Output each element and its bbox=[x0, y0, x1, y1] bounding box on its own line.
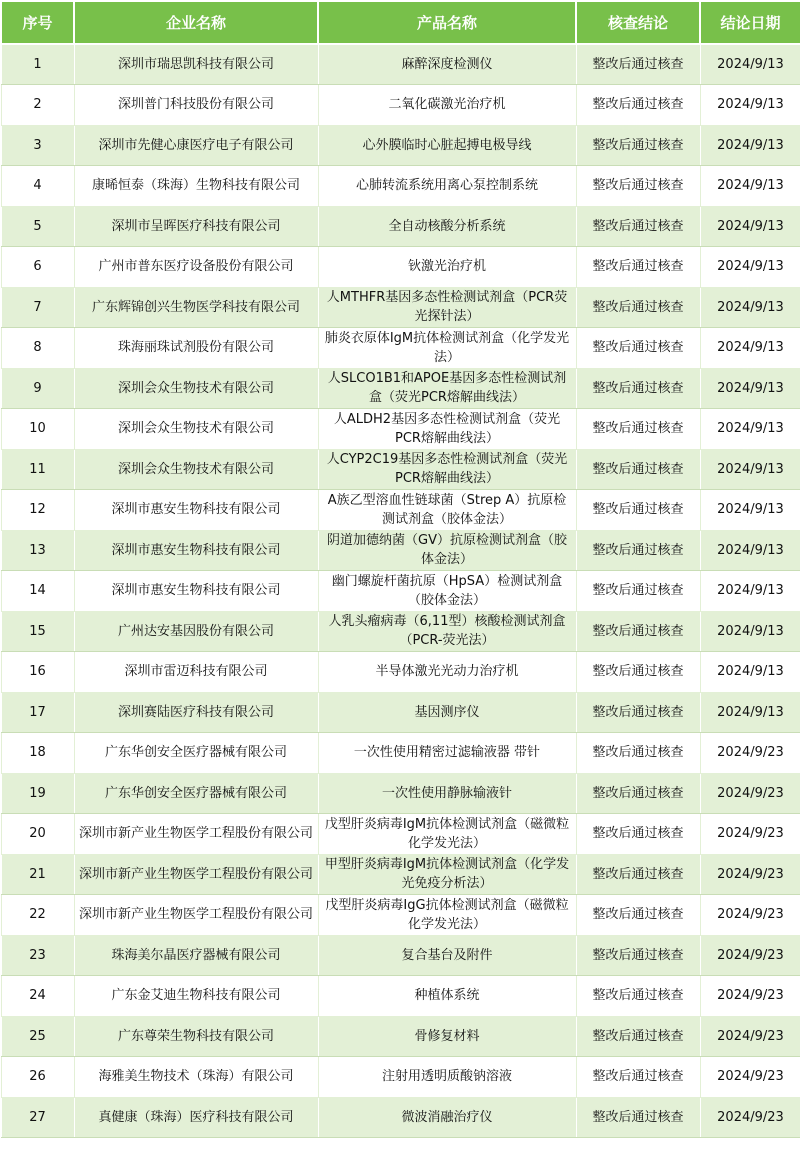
cell-date: 2024/9/13 bbox=[700, 287, 800, 328]
table-row bbox=[1, 125, 800, 166]
cell-company: 深圳市惠安生物科技有限公司 bbox=[74, 571, 318, 612]
cell-product: 人SLCO1B1和APOE基因多态性检测试剂盒（荧光PCR熔解曲线法） bbox=[318, 368, 576, 409]
cell-product: 心肺转流系统用离心泵控制系统 bbox=[318, 166, 576, 207]
table-body bbox=[1, 44, 800, 1138]
cell-company: 海雅美生物技术（珠海）有限公司 bbox=[74, 1057, 318, 1098]
cell-conclusion: 整改后通过核查 bbox=[576, 692, 700, 733]
cell-company: 深圳市惠安生物科技有限公司 bbox=[74, 490, 318, 531]
table-row bbox=[1, 44, 800, 85]
cell-conclusion: 整改后通过核查 bbox=[576, 206, 700, 247]
table-row bbox=[1, 571, 800, 612]
table-row bbox=[1, 530, 800, 571]
cell-serial: 3 bbox=[1, 125, 74, 166]
cell-serial: 24 bbox=[1, 976, 74, 1017]
cell-date: 2024/9/23 bbox=[700, 976, 800, 1017]
cell-product: 心外膜临时心脏起搏电极导线 bbox=[318, 125, 576, 166]
cell-conclusion: 整改后通过核查 bbox=[576, 652, 700, 693]
cell-company: 深圳市先健心康医疗电子有限公司 bbox=[74, 125, 318, 166]
table-row bbox=[1, 773, 800, 814]
cell-serial: 20 bbox=[1, 814, 74, 855]
cell-product: 半导体激光光动力治疗机 bbox=[318, 652, 576, 693]
cell-conclusion: 整改后通过核查 bbox=[576, 247, 700, 288]
cell-date: 2024/9/13 bbox=[700, 449, 800, 490]
cell-date: 2024/9/13 bbox=[700, 530, 800, 571]
cell-company: 深圳会众生物技术有限公司 bbox=[74, 409, 318, 450]
cell-conclusion: 整改后通过核查 bbox=[576, 854, 700, 895]
cell-serial: 9 bbox=[1, 368, 74, 409]
table-row bbox=[1, 814, 800, 855]
cell-conclusion: 整改后通过核查 bbox=[576, 166, 700, 207]
cell-serial: 15 bbox=[1, 611, 74, 652]
cell-company: 广东金艾迪生物科技有限公司 bbox=[74, 976, 318, 1017]
table-row bbox=[1, 733, 800, 774]
cell-company: 珠海美尔晶医疗器械有限公司 bbox=[74, 935, 318, 976]
cell-product: 戊型肝炎病毒IgG抗体检测试剂盒（磁微粒化学发光法） bbox=[318, 895, 576, 936]
cell-serial: 27 bbox=[1, 1097, 74, 1138]
cell-product: 二氧化碳激光治疗机 bbox=[318, 85, 576, 126]
cell-date: 2024/9/23 bbox=[700, 814, 800, 855]
table-row bbox=[1, 368, 800, 409]
cell-date: 2024/9/13 bbox=[700, 692, 800, 733]
table-row bbox=[1, 611, 800, 652]
cell-conclusion: 整改后通过核查 bbox=[576, 409, 700, 450]
cell-date: 2024/9/13 bbox=[700, 125, 800, 166]
cell-date: 2024/9/13 bbox=[700, 490, 800, 531]
cell-company: 深圳市新产业生物医学工程股份有限公司 bbox=[74, 895, 318, 936]
cell-serial: 6 bbox=[1, 247, 74, 288]
cell-serial: 8 bbox=[1, 328, 74, 369]
cell-conclusion: 整改后通过核查 bbox=[576, 814, 700, 855]
cell-product: 基因测序仪 bbox=[318, 692, 576, 733]
cell-conclusion: 整改后通过核查 bbox=[576, 368, 700, 409]
cell-date: 2024/9/13 bbox=[700, 652, 800, 693]
cell-serial: 23 bbox=[1, 935, 74, 976]
cell-company: 深圳市惠安生物科技有限公司 bbox=[74, 530, 318, 571]
cell-serial: 16 bbox=[1, 652, 74, 693]
cell-serial: 21 bbox=[1, 854, 74, 895]
cell-serial: 17 bbox=[1, 692, 74, 733]
cell-conclusion: 整改后通过核查 bbox=[576, 895, 700, 936]
cell-conclusion: 整改后通过核查 bbox=[576, 976, 700, 1017]
cell-product: 戊型肝炎病毒IgM抗体检测试剂盒（磁微粒化学发光法） bbox=[318, 814, 576, 855]
table-row bbox=[1, 652, 800, 693]
table-row bbox=[1, 449, 800, 490]
cell-date: 2024/9/13 bbox=[700, 44, 800, 85]
header-serial: 序号 bbox=[1, 1, 74, 44]
cell-product: 阴道加德纳菌（GV）抗原检测试剂盒（胶体金法） bbox=[318, 530, 576, 571]
cell-product: 一次性使用精密过滤输液器 带针 bbox=[318, 733, 576, 774]
cell-date: 2024/9/13 bbox=[700, 328, 800, 369]
cell-date: 2024/9/23 bbox=[700, 1057, 800, 1098]
cell-serial: 18 bbox=[1, 733, 74, 774]
cell-company: 真健康（珠海）医疗科技有限公司 bbox=[74, 1097, 318, 1138]
cell-company: 深圳赛陆医疗科技有限公司 bbox=[74, 692, 318, 733]
cell-company: 康晞恒泰（珠海）生物科技有限公司 bbox=[74, 166, 318, 207]
cell-conclusion: 整改后通过核查 bbox=[576, 449, 700, 490]
cell-date: 2024/9/13 bbox=[700, 247, 800, 288]
header-row bbox=[1, 1, 800, 44]
cell-conclusion: 整改后通过核查 bbox=[576, 85, 700, 126]
cell-company: 广州达安基因股份有限公司 bbox=[74, 611, 318, 652]
cell-date: 2024/9/23 bbox=[700, 854, 800, 895]
cell-conclusion: 整改后通过核查 bbox=[576, 611, 700, 652]
cell-serial: 25 bbox=[1, 1016, 74, 1057]
table-row bbox=[1, 166, 800, 207]
cell-conclusion: 整改后通过核查 bbox=[576, 571, 700, 612]
cell-company: 广东华创安全医疗器械有限公司 bbox=[74, 733, 318, 774]
table-row bbox=[1, 247, 800, 288]
cell-serial: 12 bbox=[1, 490, 74, 531]
cell-serial: 19 bbox=[1, 773, 74, 814]
cell-date: 2024/9/23 bbox=[700, 935, 800, 976]
cell-company: 广东华创安全医疗器械有限公司 bbox=[74, 773, 318, 814]
cell-conclusion: 整改后通过核查 bbox=[576, 733, 700, 774]
table-row bbox=[1, 1057, 800, 1098]
cell-product: 钬激光治疗机 bbox=[318, 247, 576, 288]
cell-conclusion: 整改后通过核查 bbox=[576, 1097, 700, 1138]
cell-company: 广东辉锦创兴生物医学科技有限公司 bbox=[74, 287, 318, 328]
cell-date: 2024/9/13 bbox=[700, 85, 800, 126]
table-row bbox=[1, 854, 800, 895]
cell-date: 2024/9/13 bbox=[700, 206, 800, 247]
cell-date: 2024/9/23 bbox=[700, 895, 800, 936]
cell-conclusion: 整改后通过核查 bbox=[576, 490, 700, 531]
cell-conclusion: 整改后通过核查 bbox=[576, 935, 700, 976]
cell-serial: 26 bbox=[1, 1057, 74, 1098]
cell-product: 人MTHFR基因多态性检测试剂盒（PCR荧光探针法） bbox=[318, 287, 576, 328]
cell-product: 人CYP2C19基因多态性检测试剂盒（荧光PCR熔解曲线法） bbox=[318, 449, 576, 490]
table-row bbox=[1, 206, 800, 247]
header-company: 企业名称 bbox=[74, 1, 318, 44]
cell-date: 2024/9/13 bbox=[700, 571, 800, 612]
cell-company: 广州市普东医疗设备股份有限公司 bbox=[74, 247, 318, 288]
cell-product: 人乳头瘤病毒（6,11型）核酸检测试剂盒（PCR-荧光法） bbox=[318, 611, 576, 652]
cell-conclusion: 整改后通过核查 bbox=[576, 773, 700, 814]
cell-serial: 4 bbox=[1, 166, 74, 207]
cell-product: 肺炎衣原体IgM抗体检测试剂盒（化学发光法） bbox=[318, 328, 576, 369]
table-row bbox=[1, 490, 800, 531]
header-conclusion: 核查结论 bbox=[576, 1, 700, 44]
table-row bbox=[1, 1016, 800, 1057]
cell-company: 深圳市雷迈科技有限公司 bbox=[74, 652, 318, 693]
cell-product: 骨修复材料 bbox=[318, 1016, 576, 1057]
cell-date: 2024/9/23 bbox=[700, 773, 800, 814]
cell-product: 复合基台及附件 bbox=[318, 935, 576, 976]
cell-company: 深圳会众生物技术有限公司 bbox=[74, 368, 318, 409]
cell-company: 深圳市呈晖医疗科技有限公司 bbox=[74, 206, 318, 247]
cell-date: 2024/9/13 bbox=[700, 166, 800, 207]
cell-company: 深圳普门科技股份有限公司 bbox=[74, 85, 318, 126]
table-row bbox=[1, 409, 800, 450]
cell-serial: 1 bbox=[1, 44, 74, 85]
cell-serial: 5 bbox=[1, 206, 74, 247]
cell-conclusion: 整改后通过核查 bbox=[576, 530, 700, 571]
cell-date: 2024/9/13 bbox=[700, 368, 800, 409]
cell-serial: 14 bbox=[1, 571, 74, 612]
cell-product: 甲型肝炎病毒IgM抗体检测试剂盒（化学发光免疫分析法） bbox=[318, 854, 576, 895]
cell-company: 深圳会众生物技术有限公司 bbox=[74, 449, 318, 490]
header-product: 产品名称 bbox=[318, 1, 576, 44]
cell-serial: 13 bbox=[1, 530, 74, 571]
cell-product: 人ALDH2基因多态性检测试剂盒（荧光PCR熔解曲线法） bbox=[318, 409, 576, 450]
cell-company: 珠海丽珠试剂股份有限公司 bbox=[74, 328, 318, 369]
cell-product: 幽门螺旋杆菌抗原（HpSA）检测试剂盒（胶体金法） bbox=[318, 571, 576, 612]
cell-serial: 10 bbox=[1, 409, 74, 450]
cell-product: 种植体系统 bbox=[318, 976, 576, 1017]
table-row bbox=[1, 895, 800, 936]
cell-product: 注射用透明质酸钠溶液 bbox=[318, 1057, 576, 1098]
cell-date: 2024/9/13 bbox=[700, 409, 800, 450]
cell-company: 广东尊荣生物科技有限公司 bbox=[74, 1016, 318, 1057]
cell-conclusion: 整改后通过核查 bbox=[576, 328, 700, 369]
cell-company: 深圳市新产业生物医学工程股份有限公司 bbox=[74, 814, 318, 855]
cell-product: 一次性使用静脉输液针 bbox=[318, 773, 576, 814]
cell-company: 深圳市瑞思凯科技有限公司 bbox=[74, 44, 318, 85]
cell-date: 2024/9/23 bbox=[700, 733, 800, 774]
cell-conclusion: 整改后通过核查 bbox=[576, 1016, 700, 1057]
table-row bbox=[1, 85, 800, 126]
header-date: 结论日期 bbox=[700, 1, 800, 44]
cell-conclusion: 整改后通过核查 bbox=[576, 44, 700, 85]
cell-date: 2024/9/13 bbox=[700, 611, 800, 652]
table-row bbox=[1, 287, 800, 328]
table-row bbox=[1, 976, 800, 1017]
table-row bbox=[1, 935, 800, 976]
cell-serial: 2 bbox=[1, 85, 74, 126]
table-row bbox=[1, 1097, 800, 1138]
cell-conclusion: 整改后通过核查 bbox=[576, 287, 700, 328]
cell-serial: 11 bbox=[1, 449, 74, 490]
cell-product: 微波消融治疗仪 bbox=[318, 1097, 576, 1138]
cell-date: 2024/9/23 bbox=[700, 1097, 800, 1138]
cell-date: 2024/9/23 bbox=[700, 1016, 800, 1057]
cell-conclusion: 整改后通过核查 bbox=[576, 1057, 700, 1098]
cell-company: 深圳市新产业生物医学工程股份有限公司 bbox=[74, 854, 318, 895]
cell-product: A族乙型溶血性链球菌（Strep A）抗原检测试剂盒（胶体金法） bbox=[318, 490, 576, 531]
cell-serial: 22 bbox=[1, 895, 74, 936]
table-row bbox=[1, 692, 800, 733]
cell-product: 麻醉深度检测仪 bbox=[318, 44, 576, 85]
cell-conclusion: 整改后通过核查 bbox=[576, 125, 700, 166]
cell-serial: 7 bbox=[1, 287, 74, 328]
table-row bbox=[1, 328, 800, 369]
cell-product: 全自动核酸分析系统 bbox=[318, 206, 576, 247]
